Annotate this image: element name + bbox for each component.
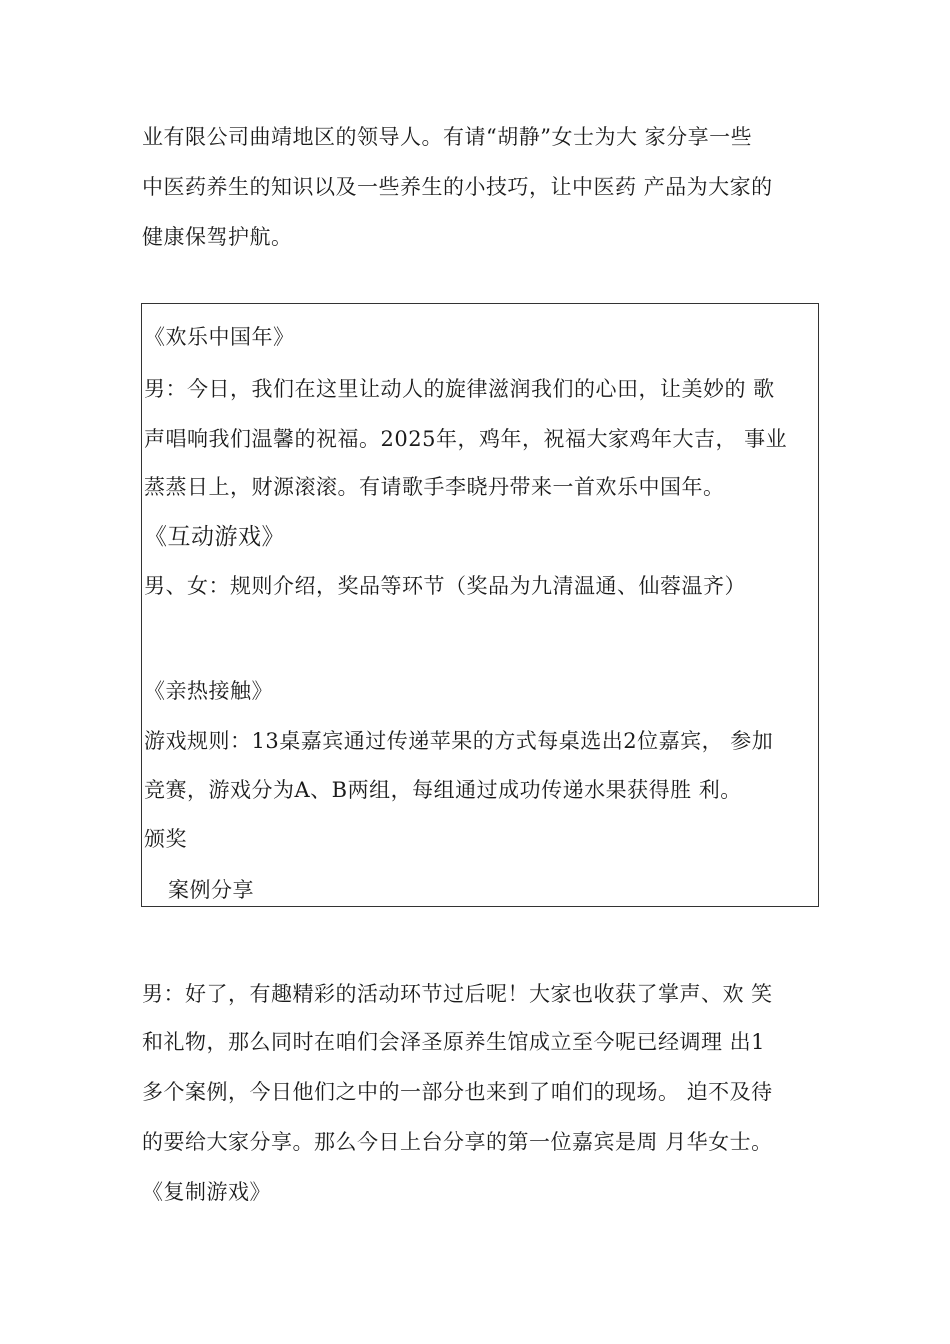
section-title-song: 《欢乐中国年》	[144, 325, 295, 349]
closing-line: 和礼物，那么同时在咱们会泽圣原养生馆成立至今呢已经调理 出1	[142, 1030, 766, 1054]
intro-line: 业有限公司曲靖地区的领导人。有请“胡静”女士为大 家分享一些	[142, 125, 753, 149]
intro-line: 健康保驾护航。	[142, 225, 293, 249]
closing-line: 男：好了，有趣精彩的活动环节过后呢！大家也收获了掌声、欢 笑	[142, 982, 773, 1006]
box-text-case-sharing: 案例分享	[168, 878, 254, 902]
box-text-line: 蒸蒸日上，财源滚滚。有请歌手李晓丹带来一首欢乐中国年。	[144, 475, 725, 499]
box-text-line: 男、女：规则介绍，奖品等环节（奖品为九清温通、仙蓉温齐）	[144, 574, 746, 598]
section-title-close-contact: 《亲热接触》	[144, 679, 273, 703]
intro-line: 中医药养生的知识以及一些养生的小技巧，让中医药 产品为大家的	[142, 175, 773, 199]
box-text-line: 游戏规则：13桌嘉宾通过传递苹果的方式每桌选出2位嘉宾， 参加	[144, 729, 774, 753]
box-text-award: 颁奖	[144, 827, 187, 851]
closing-line: 多个案例，今日他们之中的一部分也来到了咱们的现场。 迫不及待	[142, 1080, 773, 1104]
section-title-interactive-game: 《互动游戏》	[144, 524, 285, 550]
box-text-line: 声唱响我们温馨的祝福。2025年，鸡年，祝福大家鸡年大吉， 事业	[144, 427, 788, 451]
closing-line: 的要给大家分享。那么今日上台分享的第一位嘉宾是周 月华女士。	[142, 1130, 773, 1154]
program-box	[141, 303, 819, 907]
section-title-copy-game: 《复制游戏》	[142, 1180, 271, 1204]
box-text-line: 竞赛，游戏分为A、B两组，每组通过成功传递水果获得胜 利。	[144, 778, 742, 802]
box-text-line: 男：今日，我们在这里让动人的旋律滋润我们的心田，让美妙的 歌	[144, 377, 775, 401]
